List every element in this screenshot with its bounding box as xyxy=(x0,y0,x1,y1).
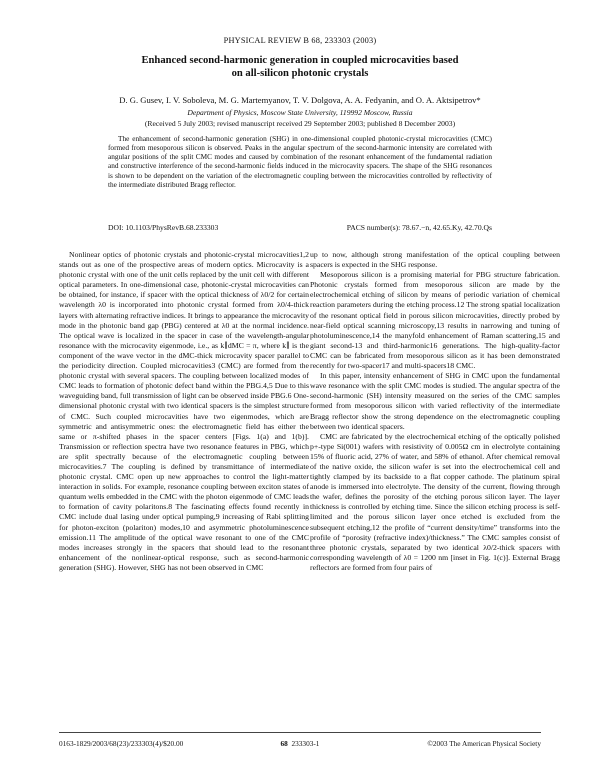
paragraph: In this paper, intensity enhancement of SHG in CMC upon the fundamental wave resonance with the split CMC modes is studied. The angular spectra of the second-harmonic (SH) intensity measured on the series of the CMC samples formed from mesoporous silicon with varied reflectivity of the intermediate Bragg reflector show the strong dependence on the electromagnetic coupling between two identical spacers. xyxy=(310,371,560,431)
footer-issn: 0163-1829/2003/68(23)/233303(4)/$20.00 xyxy=(59,739,184,748)
footer-copyright: ©2003 The American Physical Society xyxy=(427,739,541,748)
pacs-numbers: PACS number(s): 78.67.−n, 42.65.Ky, 42.70.Qs xyxy=(346,223,492,232)
article-title xyxy=(60,54,540,80)
received-dates: (Received 5 July 2003; revised manuscript received 29 September 2003; published 8 December 2003) xyxy=(144,119,456,128)
title-line-2: on all-silicon photonic crystals xyxy=(231,68,369,79)
running-head: PHYSICAL REVIEW B 68, 233303 (2003) xyxy=(223,36,377,45)
title-line-1: Enhanced second-harmonic generation in coupled microcavities based xyxy=(141,55,459,66)
footer-volume: 68 xyxy=(280,739,288,748)
paragraph: CMC are fabricated by the electrochemical etching of the optically polished p+-type Si(001) wafers with resistivity of 0.005Ω cm in electrolyte containing 15% of fluoric acid, 27% of water, and 58% of ethanol. After chemical removal of the native oxide, the silicon wafer is set into the electrochemical cell and tightly clamped by its backside to a flat copper cathode. The platinum spiral anode is immersed into electrolyte. The density of the current, flowing through the wafer, defines the porosity of the etching porous silicon layer. The layer thickness is controlled by etching time. Since the silicon etching process is self-limited and the porous silicon layer once etched is excluded from the subsequent etching,12 the profile of “current density/time” transforms into the profile of “porosity (refractive index)/thickness.” The CMC samples consist of three photonic crystals, separated by two identical λ0/2-thick spacers with corresponding wavelength of λ0 = 1200 nm [inset in Fig. 1(c)]. External Bragg reflectors are formed from four pairs of xyxy=(310,431,560,572)
paragraph: Nonlinear optics of photonic crystals and photonic-crystal microcavities1,2 stands out as one of the prospective areas of modern optics. Microcavity is a photonic crystal with one of the unit cells replaced by the unit cell with different optical parameters. In one-dimensional case, photonic-crystal microcavities can be obtained, for instance, if spacer with the optical thickness of λ0/2 for certain wavelength λ0 is incorporated into photonic crystal formed from λ0/4-thick layers with alternating refractive indices. It brings to appearance the microcavity mode in the photonic band gap (PBG) centered at λ0 at the normal incidence. The optical wave is localized in the spacer in case of the wavelength-angular resonance with the microcavity eigenmode, i.e., as k∥dMC = π, where k∥ is the component of the wave vector in the dMC-thick microcavity spacer parallel to the periodicity direction. Coupled microcavities3 (CMC) are formed from the photonic crystal with several spacers. The coupling between localized modes of CMC leads to formation of photonic defect band within the PBG.4,5 Due to this waveguiding band, full transmission of light can be observed inside PBG.6 One-dimensional photonic crystal with two identical spacers is the simplest structure of CMC. Such coupled microcavities have two eigenmodes, which are symmetric and antisymmetric ones: the electromagnetic field has either the same or π-shifted phases in the spacer centers [Figs. 1(a) and 1(b)]. Transmission or reflection spectra have two resonance features in PBG, which are split spectrally because of the electromagnetic coupling between microcavities.7 The coupling is defined by transmittance of intermediate photonic crystal. CMC open up new approaches to control the light-matter interaction in solids. For example, resonance coupling between exciton states of quantum wells embedded in the CMC with the photon eigenmode of CMC leads to formation of cavity polaritons.8 The fascinating effects found recently in CMC include dual lasing under optical pumping,9 increasing of Rabi splitting for photon-exciton (polariton) modes,10 and asymmetric photoluminescence emission.11 The amplitude of the optical wave resonant to one of the CMC modes increases strongly in the spacers that should lead to the resonant enhancement of the nonlinear-optical response, such as second-harmonic generation (SHG). However, SHG has not been observed in CMC xyxy=(59,250,309,572)
author-list: D. G. Gusev, I. V. Soboleva, M. G. Martemyanov, T. V. Dolgova, A. A. Fedyanin, and O. A. Aktsipetrov* xyxy=(119,95,481,105)
affiliation: Department of Physics, Moscow State University, 119992 Moscow, Russia xyxy=(187,108,413,117)
abstract: The enhancement of second-harmonic generation (SHG) in one-dimensional coupled photonic-crystal microcavities (CMC) formed from mesoporous silicon is observed. Peaks in the angular spectrum of the second-harmonic intensity are correlated with angular positions of the split CMC modes and caused by combination of the resonant enhancement of the fundamental radiation and constructive interference of the second-harmonic fields induced in the microcavity spacers. The shape of the SHG resonances is shown to be dependent on the variation of the electromagnetic coupling between the microcavities controlled by reflectivity of the intermediate distributed Bragg reflector. xyxy=(108,134,492,189)
paragraph: up to now, although strong manifestation of the optical coupling between spacers is expected in the SHG response. xyxy=(310,250,560,270)
doi: DOI: 10.1103/PhysRevB.68.233303 xyxy=(108,223,219,232)
footer-rule xyxy=(59,732,541,733)
paragraph: Mesoporous silicon is a promising material for PBG structure fabrication. Photonic crystals formed from mesoporous silicon are made by the electrochemical etching of silicon by means of periodic variation of chemical reaction parameters during the etching process.12 The strong spatial localization of the resonant optical field in porous silicon microcavities, directly probed by near-field optical scanning microscopy,13 results in narrowing and tuning of photoluminescence,14 the manyfold enhancement of Raman scattering,15 and giant second-13 and third-harmonic16 generations. The high-quality-factor CMC can be fabricated from mesoporous silicon as it has been demonstrated recently for two-spacer17 and multi-spacers18 CMC. xyxy=(310,270,560,371)
left-column xyxy=(59,250,309,573)
right-column xyxy=(310,250,560,573)
footer-page: 233303-1 xyxy=(291,739,320,748)
